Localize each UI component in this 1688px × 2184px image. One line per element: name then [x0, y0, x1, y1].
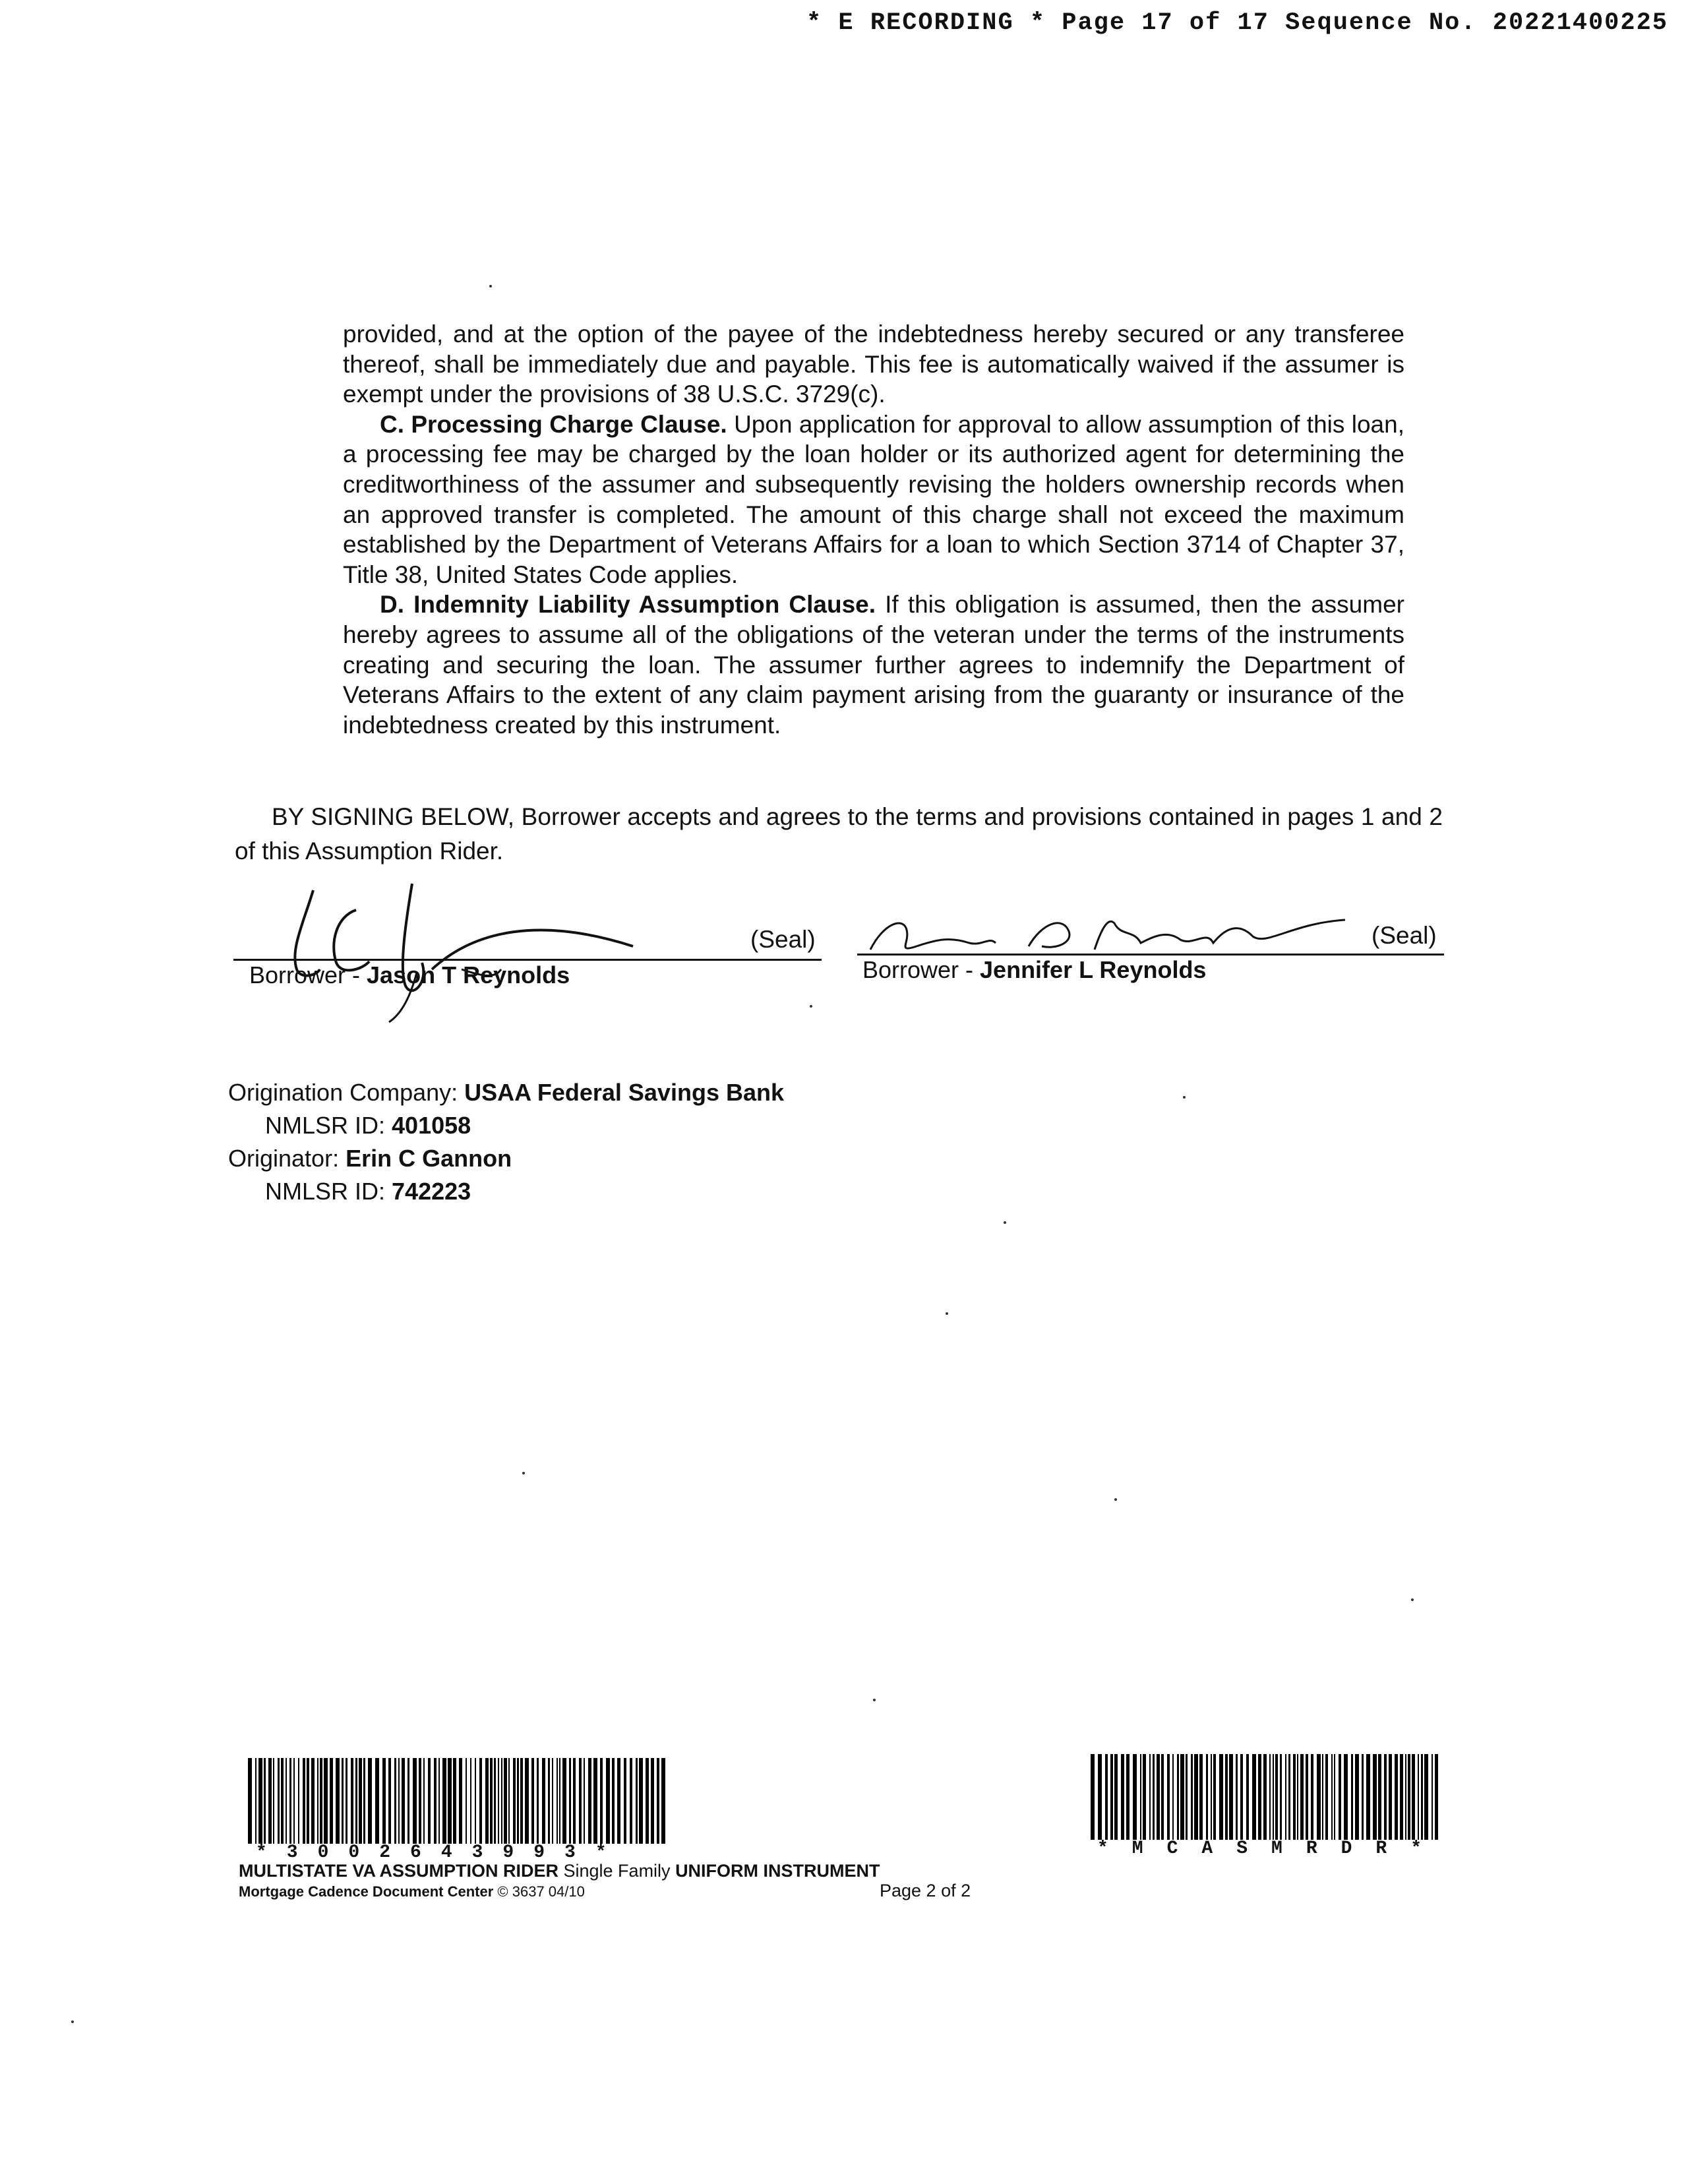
- barcode-bar: [1362, 1754, 1364, 1840]
- origination-company-row: [228, 1076, 784, 1109]
- barcode-bar: [520, 1758, 523, 1844]
- barcode-bar: [517, 1758, 519, 1844]
- company-nmlsr-id: 401058: [392, 1112, 471, 1139]
- scan-speck: [489, 285, 492, 288]
- barcode-bar: [1339, 1754, 1341, 1840]
- barcode-bar: [1140, 1754, 1141, 1840]
- barcode-bar: [661, 1758, 665, 1844]
- form-title-family: Single Family: [558, 1861, 676, 1881]
- barcode-bar: [646, 1758, 649, 1844]
- barcode-bar: [368, 1758, 372, 1844]
- barcode-right: [1091, 1754, 1441, 1840]
- barcode-bar: [1199, 1754, 1203, 1840]
- barcode-bar: [1157, 1754, 1160, 1840]
- barcode-bar: [428, 1758, 431, 1844]
- barcode-bar: [1149, 1754, 1151, 1840]
- borrower-2-label: [862, 956, 1206, 984]
- barcode-bar: [1275, 1754, 1278, 1840]
- barcode-bar: [1325, 1754, 1328, 1840]
- barcode-bar: [1395, 1754, 1398, 1840]
- barcode-bar: [1229, 1754, 1233, 1840]
- barcode-bar: [1133, 1754, 1137, 1840]
- barcode-bar: [1400, 1754, 1403, 1840]
- borrower-1-name: Jason T Reynolds: [367, 961, 570, 988]
- barcode-bar: [508, 1758, 510, 1844]
- barcode-bar: [617, 1758, 620, 1844]
- form-title: [239, 1861, 880, 1881]
- originator-nmlsr-id: 742223: [392, 1178, 471, 1205]
- barcode-bar: [1293, 1754, 1296, 1840]
- barcode-bar: [485, 1758, 489, 1844]
- borrower-1-prefix: Borrower -: [249, 961, 367, 988]
- signing-statement: BY SIGNING BELOW, Borrower accepts and agrees to the terms and provisions contained in pages 1 and 2 of this Assumption Rider.: [235, 803, 1443, 864]
- clause-d-heading: D. Indemnity Liability Assumption Clause.: [380, 591, 876, 619]
- barcode-bar: [448, 1758, 452, 1844]
- barcode-bar: [504, 1758, 507, 1844]
- seal-label-2: (Seal): [1372, 922, 1437, 949]
- barcode-bar: [1344, 1754, 1348, 1840]
- barcode-bar: [494, 1758, 496, 1844]
- barcode-bar: [324, 1758, 328, 1844]
- barcode-bar: [303, 1758, 305, 1844]
- clause-c-text: Upon application for approval to allow assumption of this loan, a processing fee may be charged by the loan holder or its authorized agent for determining the creditworthiness of the assumer and subsequently revising the holders ownership records when an approved transfer is completed. The amount of this charge shall not exceed the maximum established by the Department of Veterans Affairs for a loan to which Section 3714 of Chapter 37, Title 38, United States Code applies.: [343, 410, 1404, 588]
- origination-block: [228, 1076, 784, 1208]
- barcode-bar: [1121, 1754, 1124, 1840]
- barcode-bar: [1180, 1754, 1184, 1840]
- barcode-bar: [501, 1758, 502, 1844]
- barcode-bar: [1258, 1754, 1261, 1840]
- barcode-bar: [1280, 1754, 1282, 1840]
- barcode-bar: [298, 1758, 299, 1844]
- barcode-bar: [1126, 1754, 1130, 1840]
- barcode-bar: [584, 1758, 585, 1844]
- barcode-bar: [278, 1758, 280, 1844]
- barcode-bar: [355, 1758, 357, 1844]
- barcode-bar: [1211, 1754, 1212, 1840]
- barcode-bar: [1194, 1754, 1198, 1840]
- barcode-bar: [281, 1758, 284, 1844]
- barcode-bar: [1273, 1754, 1274, 1840]
- barcode-bar: [466, 1758, 467, 1844]
- page-number: Page 2 of 2: [880, 1881, 971, 1900]
- barcode-bar: [1297, 1754, 1298, 1840]
- borrower-2-prefix: Borrower -: [862, 956, 980, 983]
- barcode-bar: [1236, 1754, 1238, 1840]
- barcode-bar: [320, 1758, 322, 1844]
- originator-name: Erin C Gannon: [346, 1145, 512, 1172]
- barcode-bar: [1373, 1754, 1377, 1840]
- barcode-bar: [1246, 1754, 1249, 1840]
- barcode-bar: [394, 1758, 396, 1844]
- signature-line-2: [857, 954, 1444, 956]
- barcode-bar: [1322, 1754, 1323, 1840]
- barcode-bar: [1355, 1754, 1359, 1840]
- barcode-bar: [559, 1758, 560, 1844]
- signing-statement-block: [235, 800, 1443, 868]
- originator-label: Originator:: [228, 1145, 346, 1172]
- barcode-bar: [1206, 1754, 1208, 1840]
- barcode-bar: [1263, 1754, 1267, 1840]
- barcode-bar: [624, 1758, 626, 1844]
- barcode-bar: [651, 1758, 654, 1844]
- rider-body: [343, 319, 1404, 740]
- barcode-bar: [588, 1758, 591, 1844]
- borrower-1-label: [249, 961, 570, 989]
- barcode-bar: [612, 1758, 615, 1844]
- barcode-bar: [1153, 1754, 1155, 1840]
- barcode-bar: [1408, 1754, 1410, 1840]
- scan-speck: [946, 1312, 948, 1315]
- barcode-bar: [1421, 1754, 1423, 1840]
- barcode-bar: [593, 1758, 597, 1844]
- document-center: Mortgage Cadence Document Center: [239, 1883, 494, 1900]
- barcode-bar: [351, 1758, 353, 1844]
- barcode-bar: [289, 1758, 291, 1844]
- barcode-bar: [273, 1758, 274, 1844]
- paragraph-continuation: provided, and at the option of the payee of the indebtedness hereby secured or any transferee thereof, shall be immediately due and payable. This fee is automatically waived if the assumer is exempt under the provisions of 38 U.S.C. 3729(c).: [343, 320, 1404, 408]
- barcode-bar: [453, 1758, 456, 1844]
- originator-nmlsr-row: [228, 1175, 784, 1208]
- barcode-bar: [490, 1758, 493, 1844]
- barcode-bar: [459, 1758, 462, 1844]
- barcode-bar: [513, 1758, 516, 1844]
- barcode-bar: [548, 1758, 550, 1844]
- barcode-bar: [1405, 1754, 1406, 1840]
- clause-c-heading: C. Processing Charge Clause.: [380, 410, 727, 438]
- document-center-line: [239, 1883, 585, 1900]
- barcode-bar: [552, 1758, 553, 1844]
- barcode-bar: [639, 1758, 643, 1844]
- barcode-left: [248, 1758, 670, 1844]
- barcode-bar: [557, 1758, 558, 1844]
- scan-speck: [1183, 1096, 1186, 1099]
- scan-speck: [1114, 1498, 1117, 1501]
- borrower-2-name: Jennifer L Reynolds: [980, 956, 1207, 983]
- barcode-bar: [1213, 1754, 1216, 1840]
- barcode-bar: [407, 1758, 409, 1844]
- seal-label-1: (Seal): [750, 926, 816, 953]
- barcode-bar: [268, 1758, 272, 1844]
- barcode-bar: [1186, 1754, 1188, 1840]
- barcode-bar: [1311, 1754, 1313, 1840]
- barcode-bar: [1424, 1754, 1428, 1840]
- origination-company: USAA Federal Savings Bank: [464, 1079, 784, 1106]
- barcode-bar: [413, 1758, 417, 1844]
- barcode-bar: [359, 1758, 362, 1844]
- barcode-bar: [537, 1758, 539, 1844]
- company-nmlsr-label: NMLSR ID:: [265, 1112, 392, 1139]
- scan-speck: [873, 1699, 876, 1701]
- barcode-bar: [438, 1758, 440, 1844]
- barcode-bar: [346, 1758, 347, 1844]
- barcode-bar: [1191, 1754, 1193, 1840]
- barcode-bar: [525, 1758, 529, 1844]
- barcode-bar: [630, 1758, 632, 1844]
- barcode-bar: [1114, 1754, 1118, 1840]
- barcode-left-text: *3002643993*: [256, 1842, 626, 1863]
- barcode-right-text: *MCASMRDR*: [1097, 1838, 1446, 1859]
- barcode-bar: [342, 1758, 344, 1844]
- barcode-bar: [1172, 1754, 1174, 1840]
- barcode-bar: [336, 1758, 340, 1844]
- barcode-bar: [470, 1758, 471, 1844]
- barcode-bar: [1240, 1754, 1243, 1840]
- barcode-bar: [1389, 1754, 1392, 1840]
- barcode-bar: [307, 1758, 309, 1844]
- borrower-1-signature: [264, 870, 673, 1029]
- barcode-bar: [1143, 1754, 1146, 1840]
- recording-stamp: * E RECORDING * Page 17 of 17 Sequence No. 20221400225: [806, 9, 1668, 37]
- barcode-bar: [388, 1758, 391, 1844]
- barcode-bar: [363, 1758, 365, 1844]
- barcode-bar: [1317, 1754, 1321, 1840]
- barcode-bar: [579, 1758, 582, 1844]
- barcode-bar: [398, 1758, 400, 1844]
- barcode-bar: [423, 1758, 425, 1844]
- barcode-bar: [248, 1758, 252, 1844]
- barcode-bar: [1288, 1754, 1290, 1840]
- barcode-bar: [382, 1758, 386, 1844]
- barcode-bar: [1219, 1754, 1223, 1840]
- barcode-bar: [1252, 1754, 1256, 1840]
- barcode-bar: [573, 1758, 576, 1844]
- barcode-bar: [606, 1758, 610, 1844]
- barcode-bar: [286, 1758, 287, 1844]
- barcode-bar: [1225, 1754, 1228, 1840]
- barcode-bar: [317, 1758, 318, 1844]
- barcode-bar: [1418, 1754, 1419, 1840]
- barcode-bar: [1285, 1754, 1286, 1840]
- company-nmlsr-row: [228, 1109, 784, 1142]
- barcode-bar: [498, 1758, 499, 1844]
- origination-company-label: Origination Company:: [228, 1079, 465, 1106]
- barcode-bar: [479, 1758, 482, 1844]
- barcode-bar: [475, 1758, 476, 1844]
- barcode-bar: [1300, 1754, 1304, 1840]
- barcode-bar: [293, 1758, 295, 1844]
- barcode-bar: [1110, 1754, 1113, 1840]
- form-title-uniform: UNIFORM INSTRUMENT: [675, 1861, 880, 1881]
- barcode-bar: [434, 1758, 437, 1844]
- scan-speck: [1411, 1598, 1414, 1601]
- barcode-bar: [330, 1758, 333, 1844]
- scan-speck: [522, 1472, 525, 1474]
- barcode-bar: [1334, 1754, 1335, 1840]
- barcode-bar: [419, 1758, 421, 1844]
- barcode-bar: [1412, 1754, 1415, 1840]
- barcode-bar: [1161, 1754, 1164, 1840]
- barcode-bar: [375, 1758, 379, 1844]
- signature-line-1: [233, 959, 822, 961]
- form-title-main: MULTISTATE VA ASSUMPTION RIDER: [239, 1861, 558, 1881]
- barcode-bar: [1384, 1754, 1387, 1840]
- originator-row: [228, 1142, 784, 1175]
- barcode-bar: [1331, 1754, 1333, 1840]
- barcode-bar: [402, 1758, 405, 1844]
- barcode-bar: [531, 1758, 534, 1844]
- barcode-bar: [1366, 1754, 1370, 1840]
- clause-d: [343, 590, 1404, 740]
- form-copyright: © 3637 04/10: [493, 1883, 585, 1900]
- barcode-bar: [264, 1758, 266, 1844]
- barcode-bar: [1269, 1754, 1271, 1840]
- barcode-bar: [657, 1758, 659, 1844]
- barcode-bar: [1351, 1754, 1354, 1840]
- clause-c: [343, 410, 1404, 590]
- barcode-bar: [1435, 1754, 1438, 1840]
- barcode-bar: [442, 1758, 446, 1844]
- barcode-bar: [542, 1758, 545, 1844]
- barcode-bar: [1098, 1754, 1102, 1840]
- barcode-bar: [258, 1758, 262, 1844]
- scan-speck: [1004, 1221, 1006, 1224]
- barcode-bar: [1177, 1754, 1180, 1840]
- scan-speck: [71, 2020, 74, 2023]
- barcode-bar: [636, 1758, 638, 1844]
- barcode-bar: [1167, 1754, 1170, 1840]
- barcode-bar: [1378, 1754, 1381, 1840]
- originator-nmlsr-label: NMLSR ID:: [265, 1178, 392, 1205]
- barcode-bar: [1091, 1754, 1095, 1840]
- barcode-bar: [1432, 1754, 1433, 1840]
- scan-speck: [810, 1005, 812, 1008]
- clause-d-text: If this obligation is assumed, then the assumer hereby agrees to assume all of the obligations of the veteran under the terms of the instruments creating and securing the loan. The assumer further agrees to indemnify the Department of Veterans Affairs to the extent of any claim payment arising from the guaranty or insurance of the indebtedness created by this instrument.: [343, 591, 1404, 739]
- barcode-bar: [600, 1758, 603, 1844]
- barcode-bar: [569, 1758, 571, 1844]
- barcode-bar: [311, 1758, 315, 1844]
- barcode-bar: [1306, 1754, 1308, 1840]
- barcode-bar: [255, 1758, 256, 1844]
- barcode-bar: [1105, 1754, 1108, 1840]
- barcode-bar: [562, 1758, 566, 1844]
